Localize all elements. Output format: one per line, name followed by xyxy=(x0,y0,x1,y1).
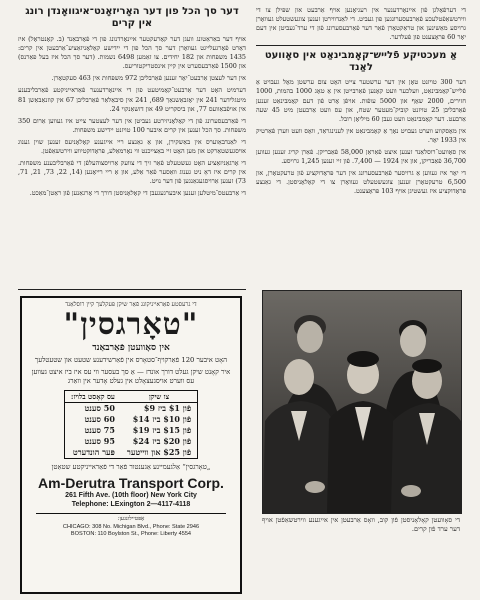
price-range: פֿון $25 און ווייטער xyxy=(126,447,192,457)
table-row xyxy=(64,425,197,436)
ad-telephone: Telephone: LExington 2—4117-4118 xyxy=(71,501,191,508)
ad-line: איר קאָנט שיקן געלט דורך אונדז — אַ סך בעסער ווי עס איז ביז איצט געווען xyxy=(31,368,231,376)
ad-branches xyxy=(36,513,226,539)
table-row xyxy=(64,447,197,459)
left-paragraph: די פֿאַרבעסערונג פֿון די קאָלאָניזירטע געביטן אין דער לעצטער צייט איז געווען אַרום 350 משפּחות. סך הכל זענען אין קרים איבער 100 טויזנט יידישע משפּחות. xyxy=(18,116,246,134)
photo-caption-text: די סאָוועטן קאָלאָניסטן פֿון קוב, וואָס אַרבעטן אין אייגענע ווירטשאַפֿטן אויף דער ערד פֿון קרים. xyxy=(262,516,460,534)
left-paragraph: די אַרבעטס־מיטלען זענען איבערגעגעבן די קאָלאָניסטן דורך די אָרגאַנען פֿון ראַטן־מאַכט. xyxy=(29,189,246,198)
ad-line: האָט איבער 120 פֿאַרקויף־סטאָרס אין פֿאַרשידענע שטעט און שטעטלעך xyxy=(34,356,228,364)
left-article-title: דער סך הכל פון דער האָריזאָנט־איגוואָנדן רונג אין קרים xyxy=(25,6,239,29)
group-photo-image xyxy=(263,291,461,513)
right-article-title: אַ מעכטיקע פֿלייש־קאָמבינאַט אין סאָוועט לאַנד xyxy=(264,50,458,74)
price-range: פֿון $15 ביז $19 xyxy=(132,425,192,435)
left-paragraph: די אָרגאַניזאַציע האָט געשטעלט פֿאַר זיך די צוועק אַרויסצוהעלפֿן די פֿאַרבליבענע משפּחות. אין קרים איז דאָ ניט גענוג וואַסער פֿאַר אַלע, און אַ ריי רייאָנען (14, 22, 73, 21, 71, 73) זענען אַרויסגעגאַנגען פֿון דער נויט. xyxy=(18,159,246,186)
quote-mark-open: " xyxy=(181,307,199,342)
price-cost: 75 סענט xyxy=(84,425,115,435)
right-paragraph: אין מאָסקווע ווערט געבויט נאָך אַ קאָמבינאַט אין לענינגראַד, וואָס וועט ווערן פֿאַרטיק אין 1933 יאָר. xyxy=(256,126,466,144)
ad-brand-text: טאָרגסין xyxy=(80,307,182,342)
left-paragraph: אויף דער באַראַטונג וועגן דער קאָרעקטער אייִנאָרדנונג פון די פֿאָרבאַנד (ב. קאָנטראָל) איז דאָרט פֿאָרגעלייגט געוואָרן דער סך הכל פון די יידישע קאָלאָניזאַציע־אַרבעטן אין קרים: 1435 משפּחות און 182 יחידים. צו זאַמען 6498 נשמות. (דער סך הכל איז בעל פאַרנס) און 1500 פֿאַרבעסערט אין קיין אינסטריקטוריעס. xyxy=(18,35,246,71)
torgsin-advertisement xyxy=(20,296,242,594)
ad-address: 261 Fifth Ave. (10th floor) New York City xyxy=(65,492,197,499)
right-paragraph: אין סאָוועט־רוסלאַנד זענען איצט פֿאַראַן 58,000 פֿאַבריקן. פֿאַרן קריג זענען געווען 36,700 פֿאַבריקן, און אין 1924 — 7,400. פֿון זיי זענען 1,245 גרויסע. xyxy=(256,148,466,166)
ad-subtitle: אין סאָוועטן פֿאַרבאַנד xyxy=(92,343,170,353)
ad-branch-chicago: CHICAGO: 308 No. Michigan Blvd., Phone: State 2946 xyxy=(62,523,200,530)
ad-brand-name xyxy=(22,308,240,342)
page-divider xyxy=(18,289,246,290)
price-cost: 50 סענט xyxy=(84,403,115,413)
price-table-header-right: צו שיקן xyxy=(121,391,198,403)
ad-bottom-line: „טאָרגסין“ אַלגעמיינע אַגענטור פֿאַר די פֿאַראייניקטע שטאַטן xyxy=(51,463,211,471)
ad-branch-boston: BOSTON: 110 Boylston St., Phone: Liberty 4554 xyxy=(70,531,192,537)
price-cost: 60 סענט xyxy=(84,414,115,424)
ad-company-name: Am-Derutra Transport Corp. xyxy=(38,475,224,491)
table-row xyxy=(64,414,197,425)
ad-top-line: די גרעסטע פֿאַראייניקונג פֿאַר שיקן פּעקלעך קיין רוסלאַנד xyxy=(65,301,197,308)
table-row xyxy=(64,436,197,447)
group-photo xyxy=(262,290,462,514)
right-top-paragraph: די דערפֿאָלגן פֿון אייִנאָרדענער אין רעגיאָנען אויף אַרבעט און שפּילן צו די ווירטשאַפֿטלעכע פֿאַרבעסערונגען פון געביט. די לאַנדווירטן זענען צוגעשטעלט געוואָרן גרויסע מאַשינען און טראַקטאָרן פֿאַר דער פֿאַרבעסערונג פֿון די ערד־געביטן אין דעם יאָר 60 פּראָצענט פון פֿעלדער. xyxy=(256,6,466,42)
ad-price-table xyxy=(64,390,198,459)
right-paragraph: דער 300 טויזנט טאָן אין דער ערשטער צייט האָט צום ערשטן מאָל געבויט אַ פֿלייש־קאָמבינאַט, וועלכער וועט קאָנען פֿאַרבייטן אין אַ טאָג 1000 בהמות, 1000 חזירים, 2000 שאָף און 5000 עופֿות. אויפֿן אָרט פֿון דעם קאָמבינאַט זענען פֿאַרבליבן 25 טויזנט קוביק־מעטער שטח, און עס וועט אַרבעטן מיט 45 שעה אַרבעט. דער קאָמבינאַט וועט געבן 60 מיליאָן רובל. xyxy=(256,78,466,123)
quote-mark-close: " xyxy=(63,307,81,342)
price-range: פֿון $10 ביז $14 xyxy=(132,414,192,424)
price-range: פֿון $1 ביז $9 xyxy=(143,403,192,413)
left-paragraph: אין דער לעצטן אַרבעט־יאָר זענען פֿאַרבליבן 972 משפּחות אין 463 סעקטאָרן. xyxy=(51,74,246,83)
price-cost: פּער הונדערט xyxy=(72,447,115,457)
ad-branches-label: אָפּטיילונגען: xyxy=(117,516,145,522)
ad-price-table-header xyxy=(64,391,197,403)
price-cost: 95 סענט xyxy=(84,436,115,446)
right-articles xyxy=(256,6,466,282)
article-divider xyxy=(256,45,466,46)
left-article xyxy=(18,6,246,288)
left-paragraph: דערמיט האָט דער אַרבעט־קאָמיטעט פון די אייִנאָרדענער פֿאַראייניקטע פֿאַרבליבענע מיטגלידער 241 אין יאָזבאַשנאַך 689, 241 אין סיבאַלאַר פֿאַרבליבן 67 אין קוזנאַבאַשן 81 אין אויפֿבאַוועס 77, און ביסקריט 49 און דזשאַנקוי 24. xyxy=(18,86,246,113)
table-row xyxy=(64,403,197,415)
price-table-header-left: עס קאָסט בלויז: xyxy=(64,391,121,403)
price-range: פֿון $20 ביז $24 xyxy=(132,436,192,446)
right-paragraph: די יאָר איז געווען אַ גרויסער פֿאַרבעסערונג אין דער פּראָדוקציע פֿון טרעקטאָרן, און 6,500 טרעקטאָרן זענען צוגעשטעלט געוואָרן צו די קאָלאָניסטן. די גאַנצע פּראָדוקציע איז געשטיגן אויף 103 פּראָצענט. xyxy=(256,169,466,196)
ad-line: עס ווערט אויסגעצאָלט אין געלט אָדער אין וואַרג xyxy=(67,377,195,385)
left-paragraph: די לאַנדבאַוערס אין באַשקירן, און אַ גאַנצע ריי אייגענע קאָלאָניעס זענען שוין גענוג אויסגעשטאַרקט און מען האָט זיי באַצייכנט ווי נאָרמאַלע, פּראָדוקטיווע ווירטשאַפֿטן. xyxy=(18,137,246,156)
